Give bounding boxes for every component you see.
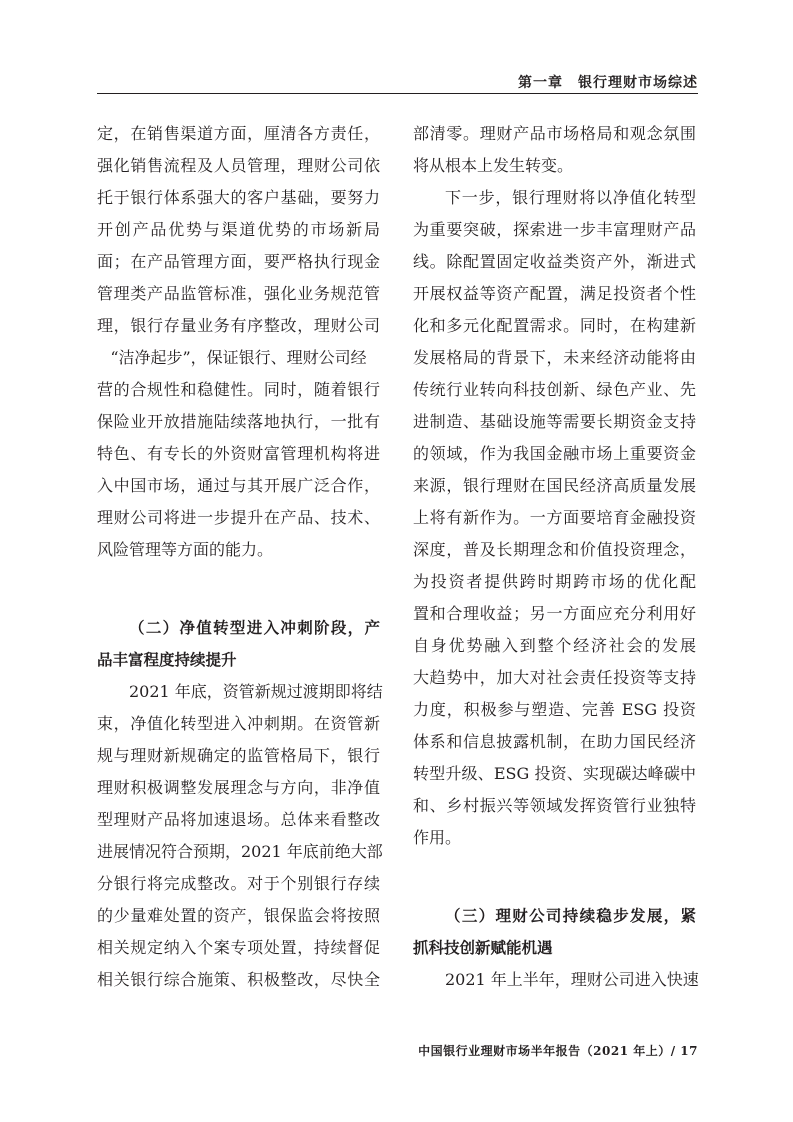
text-line: 自身优势融入到整个经济社会的发展 bbox=[413, 636, 696, 655]
paragraph bbox=[97, 118, 380, 566]
text-line: 来源，银行理财在国民经济高质量发展 bbox=[413, 476, 696, 495]
text-line: 和、乡村振兴等领域发挥资管行业独特 bbox=[413, 796, 696, 815]
text-line: 转型升级、ESG 投资、实现碳达峰碳中 bbox=[413, 764, 696, 783]
text-line: 相关银行综合施策、积极整改，尽快全 bbox=[97, 970, 380, 989]
text-line: 束，净值化转型进入冲刺期。在资管新 bbox=[97, 714, 380, 733]
page-header bbox=[97, 70, 698, 94]
page-footer: 中国银行业理财市场半年报告（2021 年上）/ 17 bbox=[418, 1044, 698, 1058]
text-line: 传统行业转向科技创新、绿色产业、先 bbox=[413, 380, 696, 399]
text-line: 深度，普及长期理念和价值投资理念， bbox=[413, 540, 696, 559]
text-line: 发展格局的背景下，未来经济动能将由 bbox=[413, 348, 696, 367]
text-line: 2021 年上半年，理财公司进入快速 bbox=[445, 970, 699, 989]
heading-line: 抓科技创新赋能机遇 bbox=[413, 939, 553, 957]
heading-line: 品丰富程度持续提升 bbox=[97, 651, 237, 669]
text-line: 进制造、基础设施等需要长期资金支持 bbox=[413, 412, 696, 431]
text-line: 分银行将完成整改。对于个别银行存续 bbox=[97, 874, 380, 893]
paragraph bbox=[413, 182, 696, 854]
section-heading-3 bbox=[413, 900, 696, 964]
text-line: 上将有新作为。一方面要培育金融投资 bbox=[413, 508, 696, 527]
text-line: 理，银行存量业务有序整改，理财公司 bbox=[97, 316, 380, 335]
section-heading-2 bbox=[97, 612, 380, 676]
text-line: 为投资者提供跨时期跨市场的优化配 bbox=[413, 572, 696, 591]
right-column bbox=[413, 118, 699, 996]
text-line: 置和合理收益；另一方面应充分利用好 bbox=[413, 604, 696, 623]
text-line: 为重要突破，探索进一步丰富理财产品 bbox=[413, 220, 696, 239]
text-line: 作用。 bbox=[413, 828, 462, 847]
text-line: 相关规定纳入个案专项处置，持续督促 bbox=[97, 938, 380, 957]
text-line: 面；在产品管理方面，要严格执行现金 bbox=[97, 252, 380, 271]
text-line: 进展情况符合预期，2021 年底前绝大部 bbox=[97, 842, 383, 861]
text-line: 强化销售流程及人员管理，理财公司依 bbox=[97, 156, 380, 175]
paragraph bbox=[97, 676, 383, 996]
heading-line: （三）理财公司持续稳步发展，紧 bbox=[445, 907, 696, 925]
text-line: 保险业开放措施陆续落地执行，一批有 bbox=[97, 412, 380, 431]
text-line: 的领域，作为我国金融市场上重要资金 bbox=[413, 444, 696, 463]
text-line: 开创产品优势与渠道优势的市场新局 bbox=[97, 220, 380, 239]
text-line: “洁净起步”，保证银行、理财公司经 bbox=[110, 348, 367, 367]
text-line: 规与理财新规确定的监管格局下，银行 bbox=[97, 746, 380, 765]
text-line: 型理财产品将加速退场。总体来看整改 bbox=[97, 810, 380, 829]
left-column bbox=[97, 118, 383, 996]
text-line: 特色、有专长的外资财富管理机构将进 bbox=[97, 444, 380, 463]
text-line: 线。除配置固定收益类资产外，渐进式 bbox=[413, 252, 696, 271]
text-line: 入中国市场，通过与其开展广泛合作， bbox=[97, 476, 380, 495]
text-line: 风险管理等方面的能力。 bbox=[97, 540, 274, 559]
heading-line: （二）净值转型进入冲刺阶段，产 bbox=[129, 619, 380, 637]
text-line: 的少量难处置的资产，银保监会将按照 bbox=[97, 906, 380, 925]
text-line: 大趋势中，加大对社会责任投资等支持 bbox=[413, 668, 696, 687]
text-line: 体系和信息披露机制，在助力国民经济 bbox=[413, 732, 696, 751]
paragraph bbox=[413, 118, 696, 182]
paragraph bbox=[413, 964, 699, 996]
header-rule bbox=[97, 93, 698, 94]
text-line: 托于银行体系强大的客户基础，要努力 bbox=[97, 188, 380, 207]
text-line: 理财公司将进一步提升在产品、技术、 bbox=[97, 508, 380, 527]
text-line: 理财积极调整发展理念与方向，非净值 bbox=[97, 778, 380, 797]
text-line: 2021 年底，资管新规过渡期即将结 bbox=[129, 682, 383, 701]
text-line: 化和多元化配置需求。同时，在构建新 bbox=[413, 316, 696, 335]
text-line: 力度，积极参与塑造、完善 ESG 投资 bbox=[413, 700, 696, 719]
text-line: 下一步，银行理财将以净值化转型 bbox=[445, 188, 696, 207]
text-line: 将从根本上发生转变。 bbox=[413, 156, 574, 175]
text-line: 部清零。理财产品市场格局和观念氛围 bbox=[413, 124, 696, 143]
chapter-title: 第一章 银行理财市场综述 bbox=[518, 75, 698, 91]
text-line: 营的合规性和稳健性。同时，随着银行 bbox=[97, 380, 380, 399]
text-line: 定，在销售渠道方面，厘清各方责任， bbox=[97, 124, 380, 143]
text-line: 开展权益等资产配置，满足投资者个性 bbox=[413, 284, 696, 303]
text-line: 管理类产品监管标准，强化业务规范管 bbox=[97, 284, 380, 303]
